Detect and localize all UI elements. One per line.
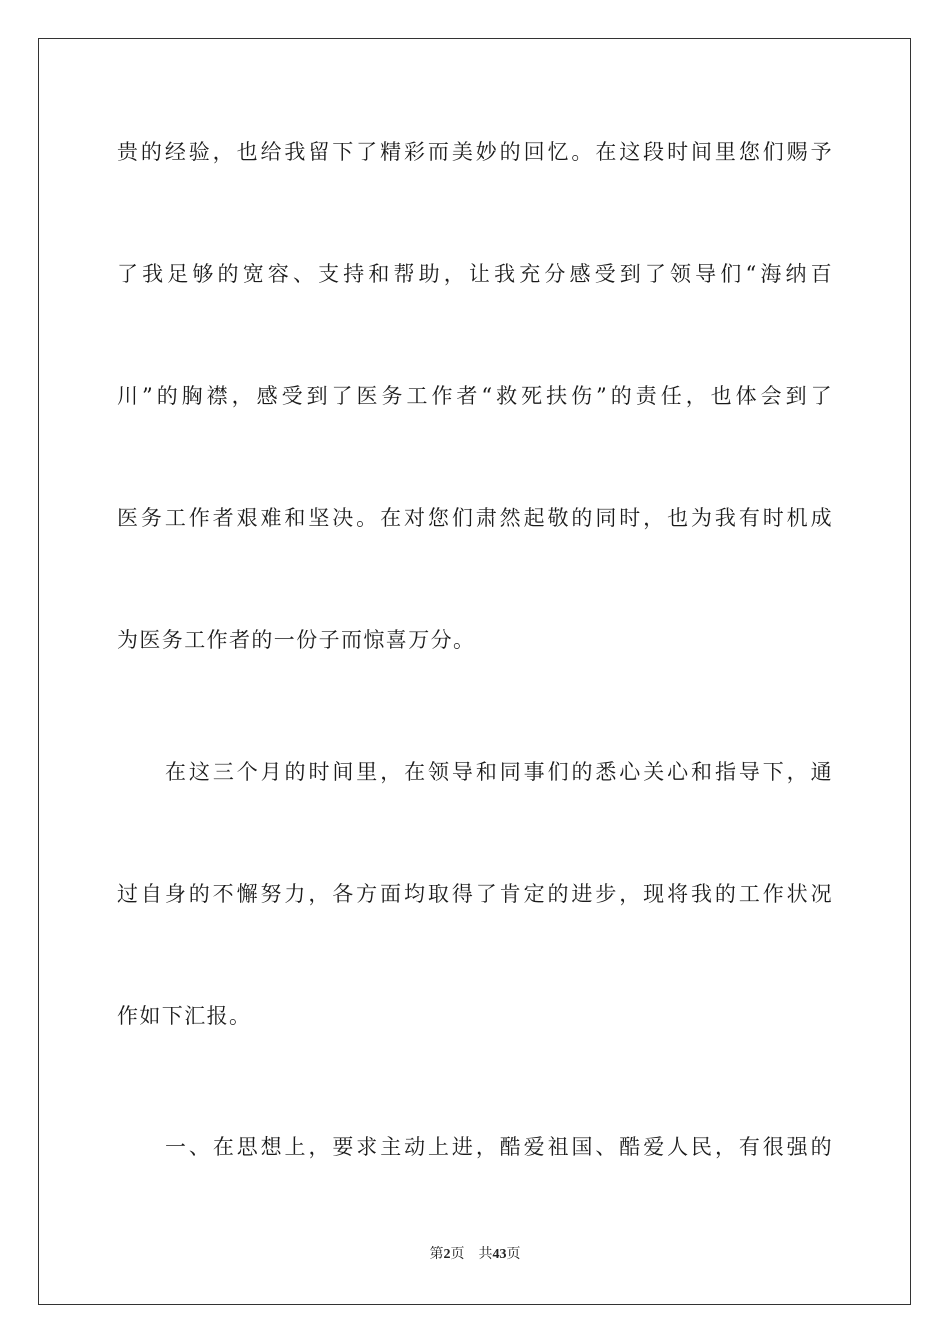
paragraph-first-line: 一、在思想上，要求主动上进，酷爱祖国、酷爱人民，有很强的 (165, 1135, 833, 1159)
page-suffix: 页 (450, 1246, 465, 1262)
body-text-line: 过自身的不懈努力，各方面均取得了肯定的进步，现将我的工作状况 (117, 882, 833, 906)
body-text-line: 了我足够的宽容、支持和帮助，让我充分感受到了领导们“海纳百 (117, 262, 833, 286)
body-text-line: 作如下汇报。 (117, 1004, 252, 1028)
paragraph-first-line: 在这三个月的时间里，在领导和同事们的悉心关心和指导下，通 (165, 760, 833, 784)
body-text-line: 川”的胸襟，感受到了医务工作者“救死扶伤”的责任，也体会到了 (117, 384, 833, 408)
page-prefix: 第 (429, 1246, 444, 1262)
total-pages: 43 (492, 1247, 507, 1262)
body-text-line: 贵的经验，也给我留下了精彩而美妙的回忆。在这段时间里您们赐予 (117, 140, 833, 164)
page-footer (0, 1244, 950, 1265)
page-border (38, 38, 911, 1305)
page-number: 2 (443, 1247, 451, 1262)
body-text-line: 医务工作者艰难和坚决。在对您们肃然起敬的同时，也为我有时机成 (117, 506, 833, 530)
total-suffix: 页 (506, 1246, 521, 1262)
body-text-line: 为医务工作者的一份子而惊喜万分。 (117, 628, 476, 652)
total-prefix: 共 (478, 1246, 493, 1262)
